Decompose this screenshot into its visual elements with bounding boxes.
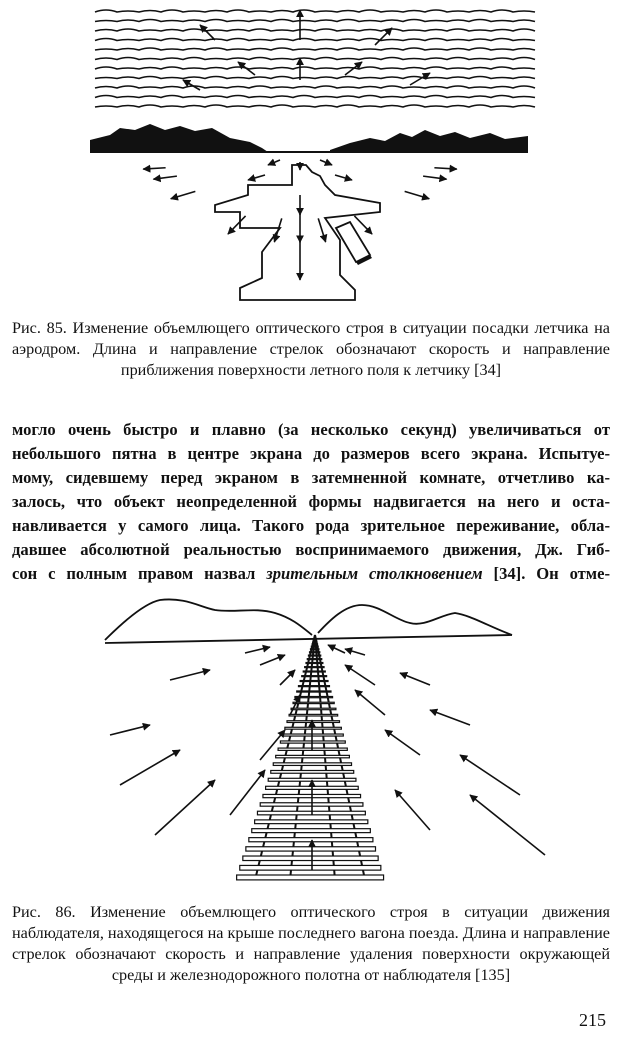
sleeper — [297, 691, 331, 692]
ground-arrow — [318, 218, 325, 242]
flow-arrow — [355, 690, 385, 715]
sleeper — [307, 659, 321, 660]
cloud-line — [95, 39, 535, 41]
body-text-run: сон с полным правом назвал — [12, 564, 256, 583]
sleeper — [237, 875, 384, 880]
body-line: мому, сидевшему перед экраном в затемненной комнате, отчетливо ка- — [12, 468, 610, 487]
cloud-line — [95, 58, 535, 60]
sleeper — [246, 847, 376, 851]
ground-arrow — [228, 216, 246, 234]
ground-arrow — [354, 216, 372, 234]
sleeper — [306, 662, 323, 663]
flow-arrow — [328, 645, 345, 653]
flow-arrow — [385, 730, 420, 755]
sleeper — [283, 734, 344, 736]
sleeper — [312, 644, 317, 645]
sleeper — [291, 708, 336, 709]
ground-arrow — [143, 168, 165, 169]
cloud-line — [95, 86, 535, 88]
sleeper — [295, 696, 333, 697]
flow-arrow — [280, 670, 295, 685]
body-line — [12, 562, 610, 586]
flow-arrow — [430, 710, 470, 725]
sleeper — [240, 865, 381, 870]
sleeper — [276, 755, 350, 757]
cloud-line — [95, 48, 535, 50]
cloud-line — [95, 20, 535, 22]
body-line: навливается у самого лица. Такого рода зрительное переживание, обла- — [12, 516, 610, 535]
emphasis-term: зрительным столкновением — [266, 564, 483, 583]
landing-optic-flow-drawing — [0, 0, 620, 305]
sleeper — [313, 642, 317, 643]
sleeper — [273, 763, 351, 766]
ground-arrow — [405, 191, 430, 198]
sleeper — [310, 649, 318, 650]
sleeper — [287, 721, 339, 723]
flow-arrow — [345, 665, 375, 685]
ground-arrow — [434, 168, 456, 169]
flow-arrow — [110, 725, 150, 735]
sleeper — [289, 714, 338, 716]
figure-85-caption: Рис. 85. Изменение объемлющего оптического строя в ситуации посадки летчика на аэродром. Длина и направление стрелок обозначают скорость и направление приближения поверхности летного поля к летчику [34] — [12, 319, 610, 379]
sleeper — [255, 820, 368, 824]
cloud-line — [95, 105, 535, 107]
sleeper — [303, 671, 325, 672]
flow-arrow — [170, 670, 210, 680]
flow-arrow — [395, 790, 430, 830]
page-number: 215 — [579, 1010, 606, 1030]
flow-arrow — [345, 649, 365, 655]
sleeper — [271, 770, 354, 773]
ground-arrow — [171, 191, 196, 198]
flow-arrow — [155, 780, 215, 835]
cloud-line — [95, 10, 535, 12]
sky-clouds — [95, 10, 535, 107]
body-text-run: [34]. Он отме- — [493, 564, 610, 583]
ground-arrow — [153, 176, 176, 179]
ground-arrow — [320, 160, 332, 165]
ground-arrow — [248, 175, 265, 180]
body-line: давшее абсолютной реальностью воспринимаемого движения, Дж. Гиб- — [12, 540, 610, 559]
flow-arrow — [245, 647, 270, 653]
railway-track — [237, 635, 384, 880]
train-optic-flow-drawing — [0, 585, 620, 885]
sleeper — [293, 702, 334, 703]
flow-arrow — [260, 655, 285, 665]
cloud-line — [95, 96, 535, 98]
cloud-line — [95, 77, 535, 79]
horizon-hills — [105, 599, 512, 643]
figure-86-caption: Рис. 86. Изменение объемлющего оптического строя в ситуации движения наблюдателя, находящегося на крыше последнего вагона поезда. Длина и направление стрелок обозначают скорость и направление удаления поверхности окружающей среды и железнодорожного полотна от наблюдателя [135] — [12, 903, 610, 984]
flow-arrow — [400, 673, 430, 685]
figure-85-illustration — [0, 0, 620, 305]
ground-arrow — [335, 175, 352, 180]
flow-arrow — [120, 750, 180, 785]
sleeper — [310, 652, 320, 653]
sky-arrow — [410, 73, 430, 85]
sleeper — [285, 727, 341, 729]
figure-86-illustration — [0, 585, 620, 885]
ground-arrow — [268, 160, 280, 165]
sleeper — [308, 655, 320, 656]
sleeper — [249, 838, 373, 842]
sleeper — [298, 686, 329, 687]
ground-arrow — [423, 176, 446, 179]
horizon-mountains — [90, 124, 528, 152]
sky-arrow — [200, 25, 215, 40]
ground-flow-arrows — [143, 160, 457, 280]
sleeper — [302, 676, 327, 677]
body-line: могло очень быстро и плавно (за несколько секунд) увеличиваться от — [12, 420, 610, 439]
sleeper — [243, 856, 378, 861]
sleeper — [252, 829, 371, 833]
sleeper — [300, 681, 328, 682]
flow-arrow — [230, 770, 265, 815]
sleeper — [311, 646, 318, 647]
sky-arrow — [183, 80, 200, 90]
body-paragraph — [12, 418, 610, 586]
body-line: небольшого пятна в центре экрана до размеров всего экрана. Испытуе- — [12, 444, 610, 463]
flow-arrow — [470, 795, 545, 855]
flow-arrow — [460, 755, 520, 795]
ground-arrow — [274, 218, 281, 242]
body-line: залось, что объект неопределенной формы надвигается на него и оста- — [12, 492, 610, 511]
cloud-line — [95, 67, 535, 69]
cloud-line — [95, 29, 535, 31]
sleeper — [305, 667, 324, 668]
sleeper — [280, 741, 345, 743]
